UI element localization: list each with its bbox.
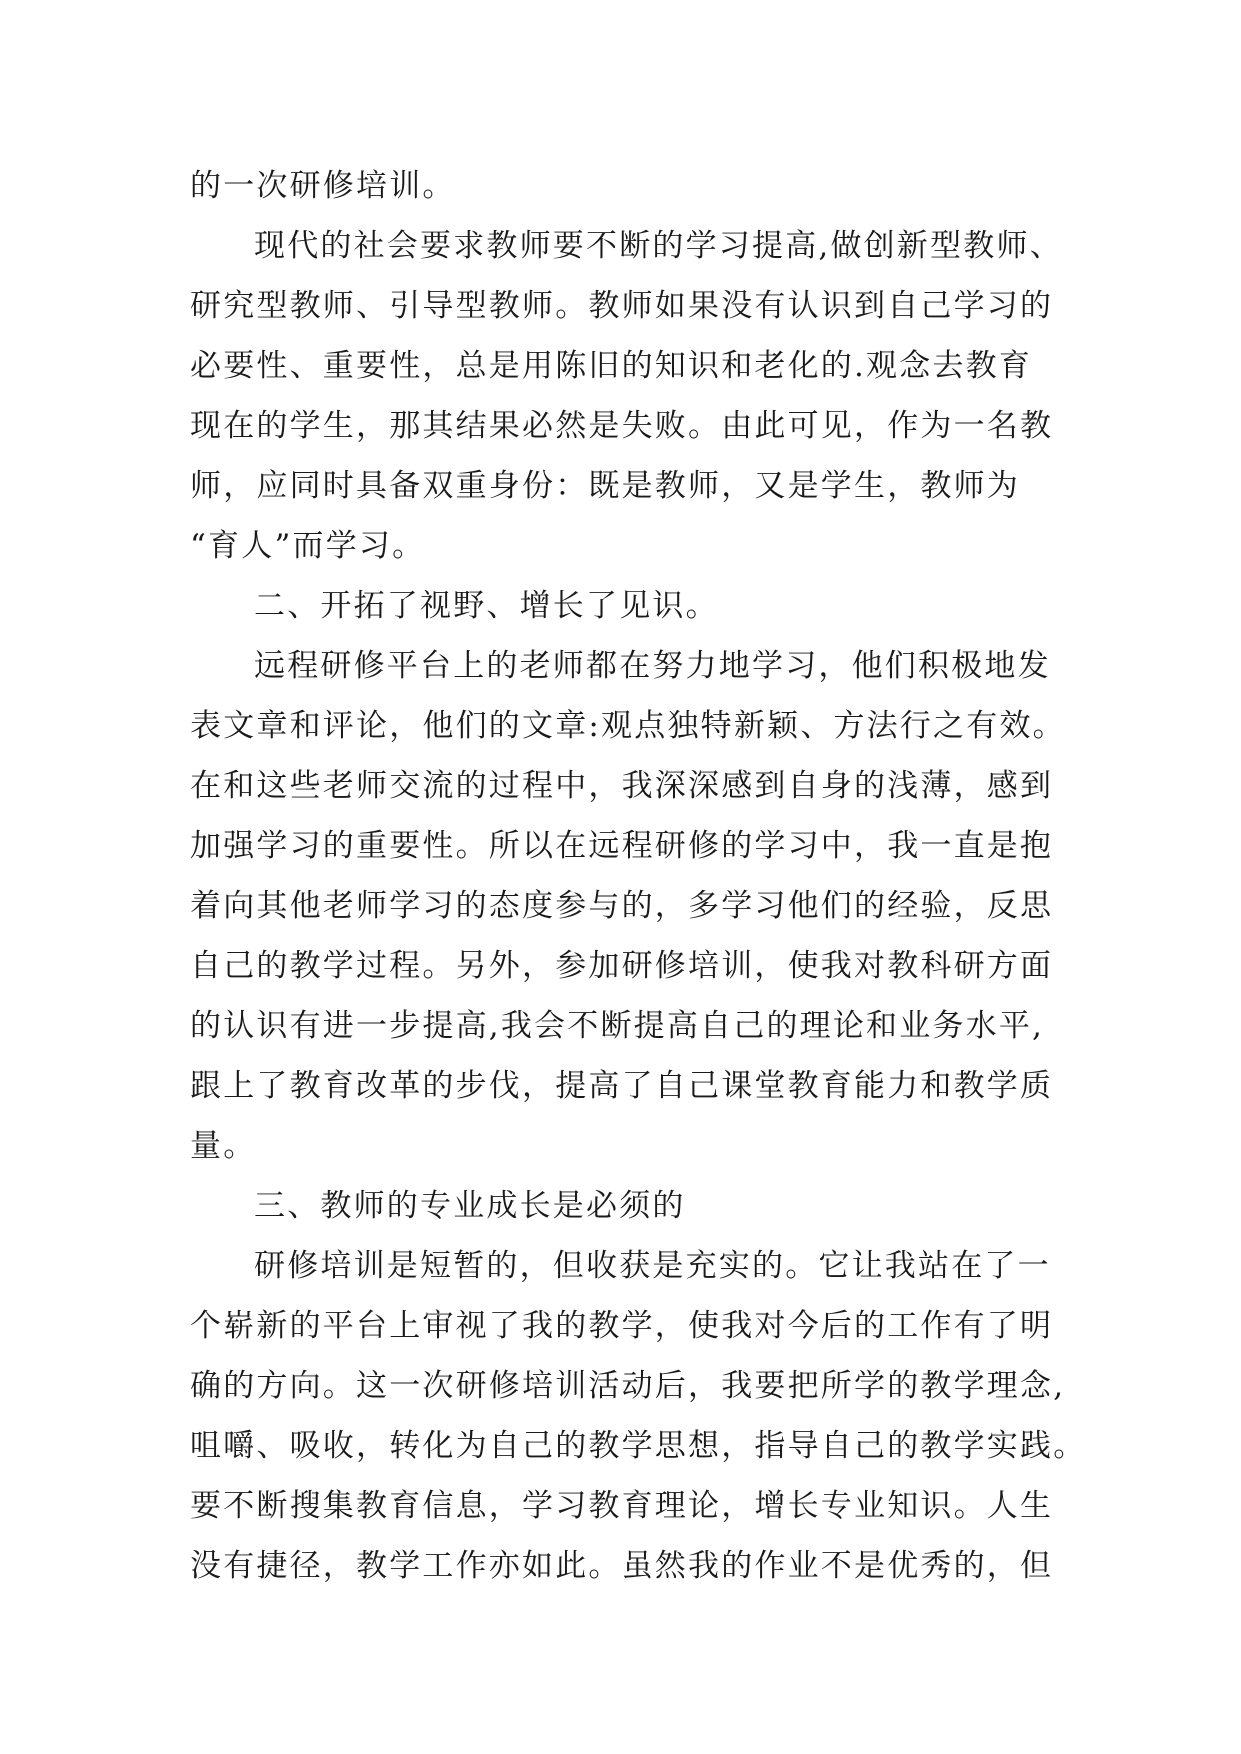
- text-line: 现在的学生，那其结果必然是失败。由此可见，作为一名教: [190, 408, 1054, 444]
- text-line: 的一次研修培训。: [190, 168, 456, 204]
- text-line: 的认识有进一步提高,我会不断提高自己的理论和业务水平,: [190, 1008, 1045, 1044]
- document-body: [190, 156, 1087, 1596]
- text-line: 咀嚼、吸收，转化为自己的教学思想，指导自己的教学实践。: [190, 1428, 1087, 1464]
- paragraph-start-line: 现代的社会要求教师要不断的学习提高,做创新型教师、: [254, 228, 1063, 264]
- text-line: 加强学习的重要性。所以在远程研修的学习中，我一直是抱: [190, 828, 1054, 864]
- text-line: 必要性、重要性，总是用陈旧的知识和老化的.观念去教育: [190, 348, 1033, 384]
- text-line: 自己的教学过程。另外，参加研修培训，使我对教科研方面: [190, 948, 1054, 984]
- text-line: 在和这些老师交流的过程中，我深深感到自身的浅薄，感到: [190, 768, 1054, 804]
- text-line: 研究型教师、引导型教师。教师如果没有认识到自己学习的: [190, 288, 1054, 324]
- text-line: 没有捷径，教学工作亦如此。虽然我的作业不是优秀的，但: [190, 1548, 1054, 1584]
- text-line: 要不断搜集教育信息，学习教育理论，增长专业知识。人生: [190, 1488, 1054, 1524]
- text-line: 表文章和评论，他们的文章:观点独特新颖、方法行之有效。: [190, 708, 1066, 744]
- text-line: “育人”而学习。: [190, 528, 426, 564]
- text-line: 跟上了教育改革的步伐，提高了自己课堂教育能力和教学质: [190, 1068, 1054, 1104]
- text-line: 着向其他老师学习的态度参与的，多学习他们的经验，反思: [190, 888, 1054, 924]
- paragraph-start-line: 研修培训是短暂的，但收获是充实的。它让我站在了一: [254, 1248, 1051, 1284]
- text-line: 量。: [190, 1128, 257, 1164]
- section-heading-2: 二、开拓了视野、增长了见识。: [254, 588, 719, 624]
- text-line: 师，应同时具备双重身份：既是教师，又是学生，教师为: [190, 468, 1020, 504]
- section-heading-3: 三、教师的专业成长是必须的: [254, 1188, 686, 1224]
- text-line: 个崭新的平台上审视了我的教学，使我对今后的工作有了明: [190, 1308, 1054, 1344]
- text-line: 确的方向。这一次研修培训活动后，我要把所学的教学理念,: [190, 1368, 1066, 1404]
- paragraph-start-line: 远程研修平台上的老师都在努力地学习，他们积极地发: [254, 648, 1051, 684]
